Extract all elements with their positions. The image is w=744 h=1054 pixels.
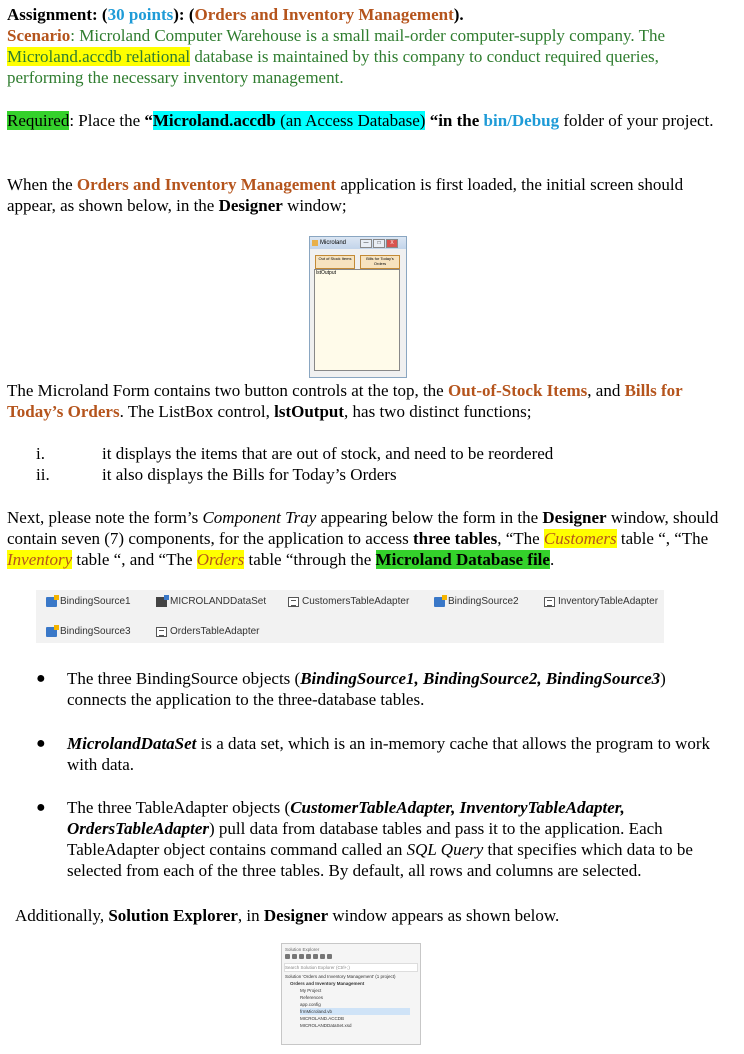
close-icon: X bbox=[386, 239, 398, 248]
home-icon[interactable] bbox=[299, 954, 304, 959]
component-item[interactable]: BindingSource3 bbox=[46, 626, 131, 637]
out-of-stock-button: Out of Stock Items bbox=[315, 255, 355, 269]
bullet-dataset: MicrolandDataSet is a data set, which is an in-memory cache that allows the program to work with data. bbox=[67, 734, 711, 774]
component-item[interactable]: BindingSource2 bbox=[434, 596, 519, 607]
required-label: Required bbox=[7, 111, 70, 130]
minimize-icon: — bbox=[360, 239, 372, 248]
bullet-table-adapters: The three TableAdapter objects (CustomerTableAdapter, InventoryTableAdapter, OrdersTableAdapter) pull data from database tables and pass it to the application. Each TableAdapter object contains command called an SQL Query that specifies which data to be selected from each of the three tables. By default, all rows and columns are selected. bbox=[67, 798, 693, 880]
tree-item-dataset[interactable]: MICROLANDDataSet.xsd bbox=[300, 1023, 352, 1028]
function-number: i. bbox=[36, 444, 45, 463]
tree-item-my-project[interactable]: My Project bbox=[300, 988, 322, 993]
function-text: it also displays the Bills for Today’s Orders bbox=[102, 465, 397, 484]
form-app-icon bbox=[312, 240, 318, 246]
properties-icon[interactable] bbox=[327, 954, 332, 959]
tray-description: Next, please note the form’s Component Tray appearing below the form in the Designer window, should contain seven (7) components, for the application to access three tables, “The Customers table “, “The Inventory table “, and “The Orders table “through the Microland Database file. bbox=[7, 508, 719, 569]
refresh-icon[interactable] bbox=[313, 954, 318, 959]
tree-item-solution[interactable]: Solution 'Orders and Inventory Management' (1 project) bbox=[285, 974, 396, 979]
binding-source-icon bbox=[46, 597, 57, 607]
component-item[interactable]: InventoryTableAdapter bbox=[544, 596, 658, 607]
dataset-icon bbox=[156, 597, 167, 607]
component-item[interactable]: MICROLANDDataSet bbox=[156, 596, 266, 607]
table-adapter-icon bbox=[544, 597, 555, 607]
explorer-description: Additionally, Solution Explorer, in Designer window appears as shown below. bbox=[15, 906, 560, 925]
required-folder: bin/Debug bbox=[483, 111, 560, 130]
table-adapter-icon bbox=[156, 627, 167, 637]
tree-item-app-config[interactable]: app.config bbox=[300, 1002, 321, 1007]
form-title: Microland bbox=[320, 240, 347, 246]
solution-explorer-toolbar bbox=[285, 954, 415, 961]
assignment-title: Orders and Inventory Management bbox=[194, 5, 454, 24]
maximize-icon: □ bbox=[373, 239, 385, 248]
component-tray bbox=[36, 590, 664, 643]
scenario-label: Scenario bbox=[7, 26, 71, 45]
tree-item-project[interactable]: Orders and Inventory Management bbox=[290, 981, 365, 986]
form-title-bar bbox=[310, 237, 406, 249]
back-icon[interactable] bbox=[285, 954, 290, 959]
component-item[interactable]: CustomersTableAdapter bbox=[288, 596, 409, 607]
required-paragraph: Required: Place the “Microland.accdb (an Access Database) “in the bin/Debug folder of your project. bbox=[7, 111, 714, 130]
function-text: it displays the items that are out of stock, and need to be reordered bbox=[102, 444, 554, 463]
form-description: The Microland Form contains two button controls at the top, the Out-of-Stock Items, and Bills for Today’s Orders. The ListBox control, lstOutput, has two distinct functions; bbox=[7, 381, 683, 421]
forward-icon[interactable] bbox=[292, 954, 297, 959]
component-item[interactable]: OrdersTableAdapter bbox=[156, 626, 260, 637]
intro-paragraph: When the Orders and Inventory Management application is first loaded, the initial screen should appear, as shown below, in the Designer window; bbox=[7, 175, 684, 215]
assignment-heading: Assignment: (30 points): (Orders and Inventory Management). bbox=[7, 5, 464, 24]
assignment-points: 30 points bbox=[107, 5, 174, 24]
tree-item-database[interactable]: MICROLAND.ACCDB bbox=[300, 1016, 345, 1021]
bullet-icon: ● bbox=[36, 670, 46, 687]
form-preview bbox=[309, 236, 407, 378]
binding-source-icon bbox=[434, 597, 445, 607]
bullet-binding-sources: The three BindingSource objects (BindingSource1, BindingSource2, BindingSource3) connects the application to the three-database tables. bbox=[67, 669, 666, 709]
bullet-icon: ● bbox=[36, 735, 46, 752]
solution-explorer-search[interactable]: Search Solution Explorer (Ctrl+;) bbox=[284, 963, 418, 972]
sync-icon[interactable] bbox=[306, 954, 311, 959]
assignment-label: Assignment: ( bbox=[7, 5, 108, 24]
required-db-name: Microland.accdb bbox=[152, 111, 276, 130]
bills-button: Bills for Today's Orders bbox=[360, 255, 400, 269]
scenario-file: Microland.accdb relational bbox=[7, 47, 191, 66]
binding-source-icon bbox=[46, 627, 57, 637]
solution-explorer-title: Solution Explorer bbox=[285, 947, 320, 952]
tree-item-form[interactable]: frmMicroland.vb bbox=[300, 1008, 410, 1015]
bullet-icon: ● bbox=[36, 799, 46, 816]
table-adapter-icon bbox=[288, 597, 299, 607]
output-listbox: lstOutput bbox=[314, 269, 400, 371]
tree-item-references[interactable]: References bbox=[300, 995, 324, 1000]
scenario-paragraph: Scenario: Microland Computer Warehouse is a small mail-order computer-supply company. The Microland.accdb relational database is maintained by this company to conduct required queries, performing the necessary inventory management. bbox=[7, 26, 665, 87]
component-item[interactable]: BindingSource1 bbox=[46, 596, 131, 607]
collapse-icon[interactable] bbox=[320, 954, 325, 959]
function-number: ii. bbox=[36, 465, 50, 484]
solution-explorer-preview bbox=[281, 943, 421, 1045]
